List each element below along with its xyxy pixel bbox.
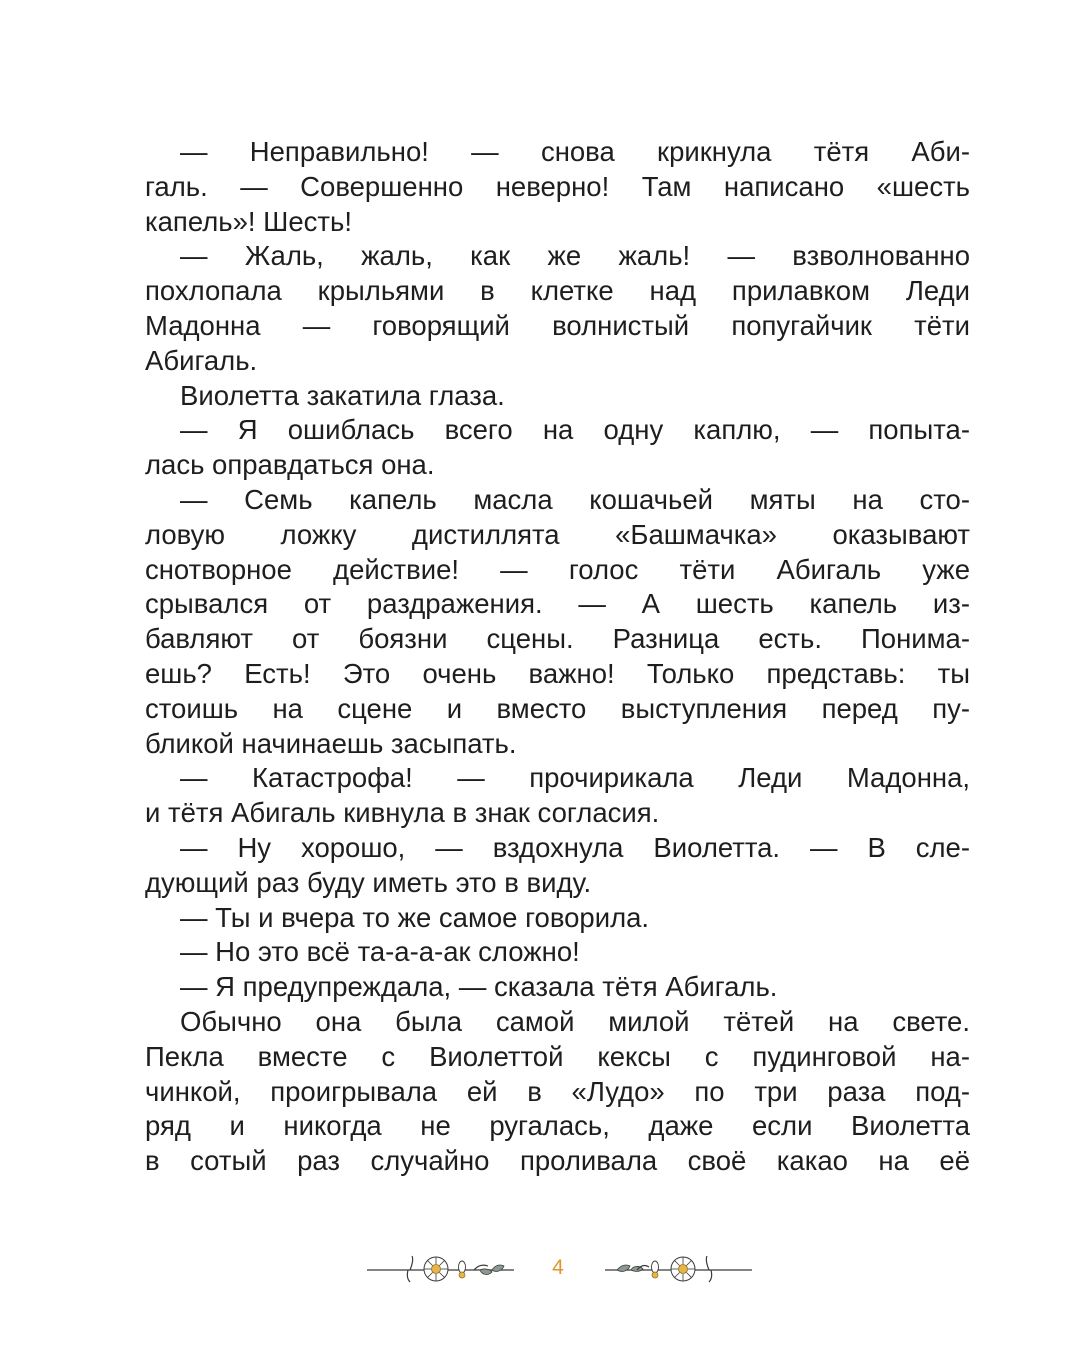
text-line: — Жаль, жаль, как же жаль! — взволнованно bbox=[180, 240, 970, 272]
daisy-branch-left-icon bbox=[362, 1252, 522, 1286]
text-line: Мадонна — говорящий волнистый попугайчик тёти bbox=[145, 309, 970, 341]
page-number: 4 bbox=[552, 1256, 564, 1279]
text-line: — Я предупреждала, — сказала тётя Абигаль. bbox=[180, 971, 778, 1003]
text-line: снотворное действие! — голос тёти Абигаль уже bbox=[145, 553, 970, 585]
text-line: чинкой, проигрывала ей в «Лудо» по три раза под- bbox=[145, 1075, 970, 1107]
text-line: лась оправдаться она. bbox=[145, 449, 435, 481]
text-line: ряд и никогда не ругалась, даже если Виолетта bbox=[145, 1110, 970, 1142]
text-line: в сотый раз случайно проливала своё какао на её bbox=[145, 1145, 970, 1177]
text-line: — Ну хорошо, — вздохнула Виолетта. — В сле- bbox=[180, 831, 970, 863]
text-line: срывался от раздражения. — А шесть капель из- bbox=[145, 588, 970, 620]
text-line: — Ты и вчера то же самое говорила. bbox=[180, 901, 650, 933]
text-line: — Неправильно! — снова крикнула тётя Аби- bbox=[180, 136, 970, 167]
text-line: Обычно она была самой милой тётей на свете. bbox=[180, 1005, 970, 1037]
text-line: — Но это всё та-а-а-ак сложно! bbox=[180, 936, 580, 968]
text-line: галь. — Совершенно неверно! Там написано «шесть bbox=[145, 170, 970, 202]
text-line: ловую ложку дистиллята «Башмачка» оказывают bbox=[145, 518, 970, 550]
text-line: бавляют от боязни сцены. Разница есть. Понима- bbox=[145, 623, 970, 655]
text-line: Виолетта закатила глаза. bbox=[180, 379, 505, 411]
text-line: дующий раз буду иметь это в виду. bbox=[145, 866, 592, 898]
text-line: Пекла вместе с Виолеттой кексы с пудинговой на- bbox=[145, 1040, 970, 1072]
text-line: бликой начинаешь засыпать. bbox=[145, 727, 517, 759]
text-line: — Я ошиблась всего на одну каплю, — попыта- bbox=[180, 414, 970, 446]
text-line: и тётя Абигаль кивнула в знак согласия. bbox=[145, 797, 660, 829]
text-line: капель»! Шесть! bbox=[145, 205, 352, 237]
daisy-branch-right-icon bbox=[597, 1252, 757, 1286]
page-footer bbox=[0, 1252, 1080, 1286]
text-line: Абигаль. bbox=[145, 344, 258, 376]
text-line: похлопала крыльями в клетке над прилавком Леди bbox=[145, 275, 970, 307]
text-line: стоишь на сцене и вместо выступления перед пу- bbox=[145, 692, 970, 724]
text-line: — Семь капель масла кошачьей мяты на сто- bbox=[180, 483, 970, 515]
body-text bbox=[145, 135, 970, 1179]
text-line: ешь? Есть! Это очень важно! Только представь: ты bbox=[145, 657, 970, 689]
text-line: — Катастрофа! — прочирикала Леди Мадонна, bbox=[180, 762, 970, 794]
